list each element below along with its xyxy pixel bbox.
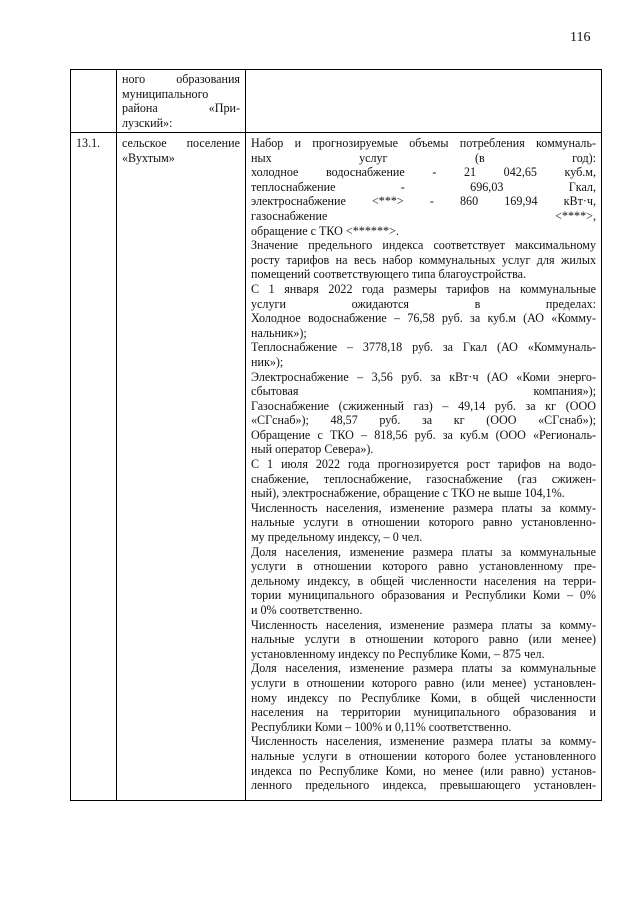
text-line: сельское поселение — [122, 136, 240, 150]
text-line: сбытовая компания»); — [251, 384, 596, 399]
text-line: тории муниципального образования и Республики Коми – 0% — [251, 588, 596, 603]
text-line: Численность населения, изменение размера платы за комму- — [251, 617, 596, 632]
paragraph — [251, 545, 596, 618]
text-line: му предельному индексу, – 0 чел. — [251, 530, 423, 545]
text-line: росту тарифов на весь набор коммунальных услуг для жилых — [251, 252, 596, 267]
text-line: нальные услуги в отношении которого более установленного — [251, 748, 596, 763]
text-line: нальник»); — [251, 325, 307, 340]
text-line: и 0% соответственно. — [251, 603, 363, 617]
tariff-table — [70, 69, 602, 801]
text-line: Республики Коми – 100% и 0,11% соответственно. — [251, 719, 512, 734]
municipality-name — [122, 135, 240, 165]
text-line: нальные услуги в отношении которого равно (или менее) — [251, 632, 596, 647]
text-line: теплоснабжение - 696,03 Гкал, — [251, 179, 596, 194]
description-cell — [246, 70, 602, 133]
text-line: дельному индексу, в общей численности населения на терри- — [251, 573, 596, 588]
text-line: «Вухтым» — [122, 150, 175, 165]
text-line: ленного предельного индекса, превышающего установлен- — [251, 778, 596, 793]
tariff-description — [251, 135, 596, 793]
text-line: Электроснабжение – 3,56 руб. за кВт·ч (АО «Коми энерго- — [251, 369, 596, 384]
row-number-cell — [71, 133, 117, 801]
paragraph — [251, 501, 596, 545]
text-line: Численность населения, изменение размера платы за комму- — [251, 734, 596, 749]
text-line: С 1 января 2022 года размеры тарифов на коммунальные — [251, 281, 596, 296]
table-row — [71, 133, 602, 801]
text-line: населения на территории муниципального образования и — [251, 705, 596, 720]
municipality-name-cell — [117, 70, 246, 133]
text-line: обращение с ТКО <******>. — [251, 223, 399, 238]
paragraph — [251, 734, 596, 792]
description-cell — [246, 133, 602, 801]
text-line: лузский»: — [122, 115, 173, 130]
text-line: Газоснабжение (сжиженный газ) – 49,14 руб. за кг (ООО — [251, 398, 596, 413]
municipality-name — [122, 72, 240, 130]
text-line: ному индексу по Республике Коми, в общей численности — [251, 690, 596, 705]
row-number: 13.1. — [76, 136, 101, 150]
row-number-cell — [71, 70, 117, 133]
text-line: установленному индексу по Республике Коми, – 875 чел. — [251, 646, 545, 661]
paragraph — [251, 282, 596, 457]
text-line: «СГснаб»); 48,57 руб. за кг (ООО «СГснаб»); — [251, 413, 596, 428]
text-line: муниципального — [122, 86, 209, 101]
text-line: услуги ожидаются в пределах: — [251, 296, 596, 311]
text-line: района «При- — [122, 101, 240, 116]
paragraph — [251, 661, 596, 734]
text-line: ный), электроснабжение, обращение с ТКО не выше 104,1%. — [251, 486, 565, 501]
text-line: Численность населения, изменение размера платы за комму- — [251, 500, 596, 515]
paragraph — [251, 618, 596, 662]
municipality-name-cell — [117, 133, 246, 801]
text-line: электроснабжение <***> - 860 169,94 кВт·ч, — [251, 194, 596, 209]
text-line: ного образования — [122, 72, 240, 86]
text-line: Теплоснабжение – 3778,18 руб. за Гкал (АО «Коммуналь- — [251, 340, 596, 355]
text-line: Холодное водоснабжение – 76,58 руб. за куб.м (АО «Комму- — [251, 311, 596, 326]
text-line: снабжение, теплоснабжение, газоснабжение (газ сжижен- — [251, 471, 596, 486]
text-line: Набор и прогнозируемые объемы потребления коммуналь- — [251, 136, 596, 150]
text-line: услуги в отношении которого равно (или менее) установлен- — [251, 675, 596, 690]
text-line: нальные услуги в отношении которого равно установленно- — [251, 515, 596, 530]
text-line: Доля населения, изменение размера платы за коммунальные — [251, 544, 596, 559]
text-line: ник»); — [251, 354, 284, 369]
text-line: ных услуг (в год): — [251, 150, 596, 165]
text-line: Значение предельного индекса соответствует максимальному — [251, 238, 596, 253]
paragraph — [251, 457, 596, 501]
text-line: холодное водоснабжение - 21 042,65 куб.м, — [251, 165, 596, 180]
text-line: услуги в отношении которого равно установленному пре- — [251, 559, 596, 574]
text-line: С 1 июля 2022 года прогнозируется рост тарифов на водо- — [251, 457, 596, 472]
text-line: Доля населения, изменение размера платы за коммунальные — [251, 661, 596, 676]
table-row — [71, 70, 602, 133]
paragraph — [251, 238, 596, 282]
paragraph — [251, 136, 596, 238]
page-number: 116 — [570, 30, 591, 45]
text-line: помещений соответствующего типа благоустройства. — [251, 267, 527, 282]
text-line: ный оператор Севера»). — [251, 442, 374, 457]
text-line: Обращение с ТКО – 818,56 руб. за куб.м (ООО «Региональ- — [251, 427, 596, 442]
text-line: газоснабжение <****>, — [251, 208, 596, 223]
text-line: индекса по Республике Коми, но менее (или равно) установ- — [251, 763, 596, 778]
